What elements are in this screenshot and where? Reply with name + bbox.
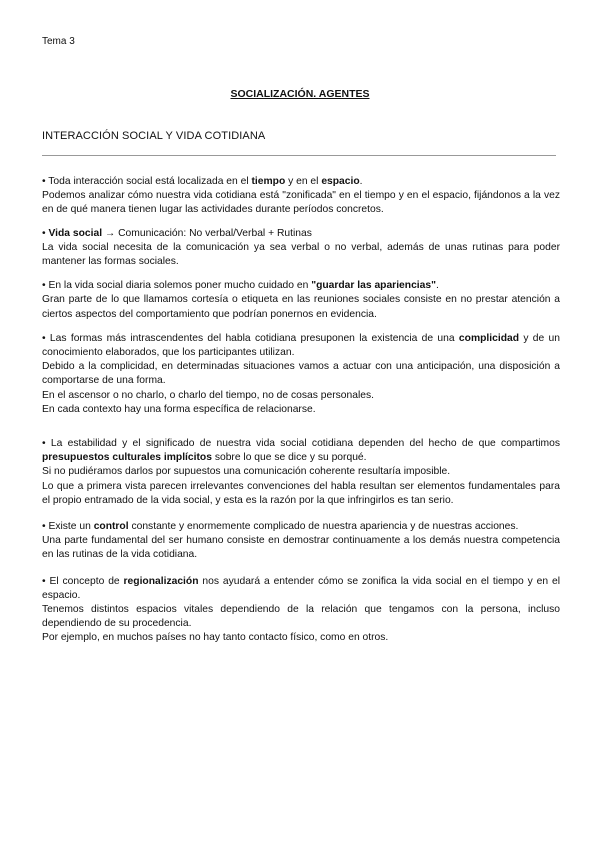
bold-term: regionalización: [123, 575, 199, 587]
topic-label: Tema 3: [42, 36, 75, 47]
paragraph-block-1: [42, 175, 560, 218]
paragraph-text: En el ascensor o no charlo, o charlo del tiempo, no de cosas personales.: [42, 389, 374, 401]
paragraph-text: Una parte fundamental del ser humano consiste en demostrar continuamente a los demás nuestra competencia en las rutinas de la vida cotidiana.: [42, 535, 560, 561]
paragraph-text: Si no pudiéramos darlos por supuestos una comunicación coherente resultaría imposible.: [42, 466, 451, 478]
paragraph-block-3: [42, 279, 560, 322]
section-heading: INTERACCIÓN SOCIAL Y VIDA COTIDIANA: [42, 130, 266, 142]
bullet-line: • La estabilidad y el significado de nuestra vida social cotidiana dependen del hecho de que compartimos presupuestos culturales implícitos sobre lo que se dice y su porqué.: [42, 438, 560, 464]
bold-term: Vida social: [48, 227, 103, 239]
paragraph-text: En cada contexto hay una forma específica de relacionarse.: [42, 403, 316, 415]
paragraph-text: Gran parte de lo que llamamos cortesía o etiqueta en las reuniones sociales consiste en no prestar atención a ciertos aspectos del comportamiento que podrían ponernos en evidencia.: [42, 294, 560, 320]
bullet-line: • Vida social → Comunicación: No verbal/Verbal + Rutinas: [42, 227, 312, 239]
paragraph-text: Por ejemplo, en muchos países no hay tanto contacto físico, como en otros.: [42, 632, 389, 644]
bullet-line: • En la vida social diaria solemos poner mucho cuidado en "guardar las apariencias".: [42, 280, 439, 292]
paragraph-block-6: [42, 520, 560, 563]
paragraph-block-2: [42, 227, 560, 270]
paragraph-block-4: [42, 332, 560, 417]
bold-term: "guardar las apariencias": [311, 280, 436, 292]
bullet-line: • El concepto de regionalización nos ayudará a entender cómo se zonifica la vida social en el tiempo y en el espacio.: [42, 575, 561, 601]
paragraph-text: La vida social necesita de la comunicación ya sea verbal o no verbal, además de unas rutinas para poder mantener las formas sociales.: [42, 241, 560, 268]
bold-term: espacio: [321, 176, 360, 187]
paragraph-text: Tenemos distintos espacios vitales dependiendo de la relación que tengamos con la persona, incluso dependiendo de su procedencia.: [42, 604, 560, 630]
document-body: [42, 175, 560, 646]
paragraph-text: Podemos analizar cómo nuestra vida cotidiana está "zonificada" en el tiempo y en el espacio, fijándonos a la vez en de qué manera tienen lugar las actividades durante períodos concretos.: [42, 190, 560, 216]
paragraph-text: Lo que a primera vista parecen irrelevantes convenciones del habla resultan ser elementos fundamentales para el propio entramado de la vida social, y esta es la razón por la que infringirlos es tan serio.: [42, 480, 560, 506]
bullet-line: • Las formas más intrascendentes del habla cotidiana presuponen la existencia de una complicidad y de un conocimiento elaborados, que los participantes utilizan.: [42, 332, 561, 359]
bold-term: control: [93, 521, 129, 533]
bold-term: tiempo: [251, 176, 286, 187]
bullet-line: • Existe un control constante y enormemente complicado de nuestra apariencia y de nuestras acciones.: [42, 521, 519, 533]
page-title: SOCIALIZACIÓN. AGENTES: [230, 88, 370, 100]
bullet-line: • Toda interacción social está localizada en el tiempo y en el espacio.: [42, 176, 363, 187]
bold-term: complicidad: [458, 332, 519, 344]
bold-term: presupuestos culturales implícitos: [42, 452, 212, 464]
paragraph-block-5: [42, 437, 560, 508]
paragraph-block-7: [42, 575, 560, 646]
paragraph-text: Debido a la complicidad, en determinadas situaciones vamos a actuar con una anticipación, una disposición a comportarse de una forma.: [42, 361, 560, 387]
section-divider: [42, 155, 556, 156]
